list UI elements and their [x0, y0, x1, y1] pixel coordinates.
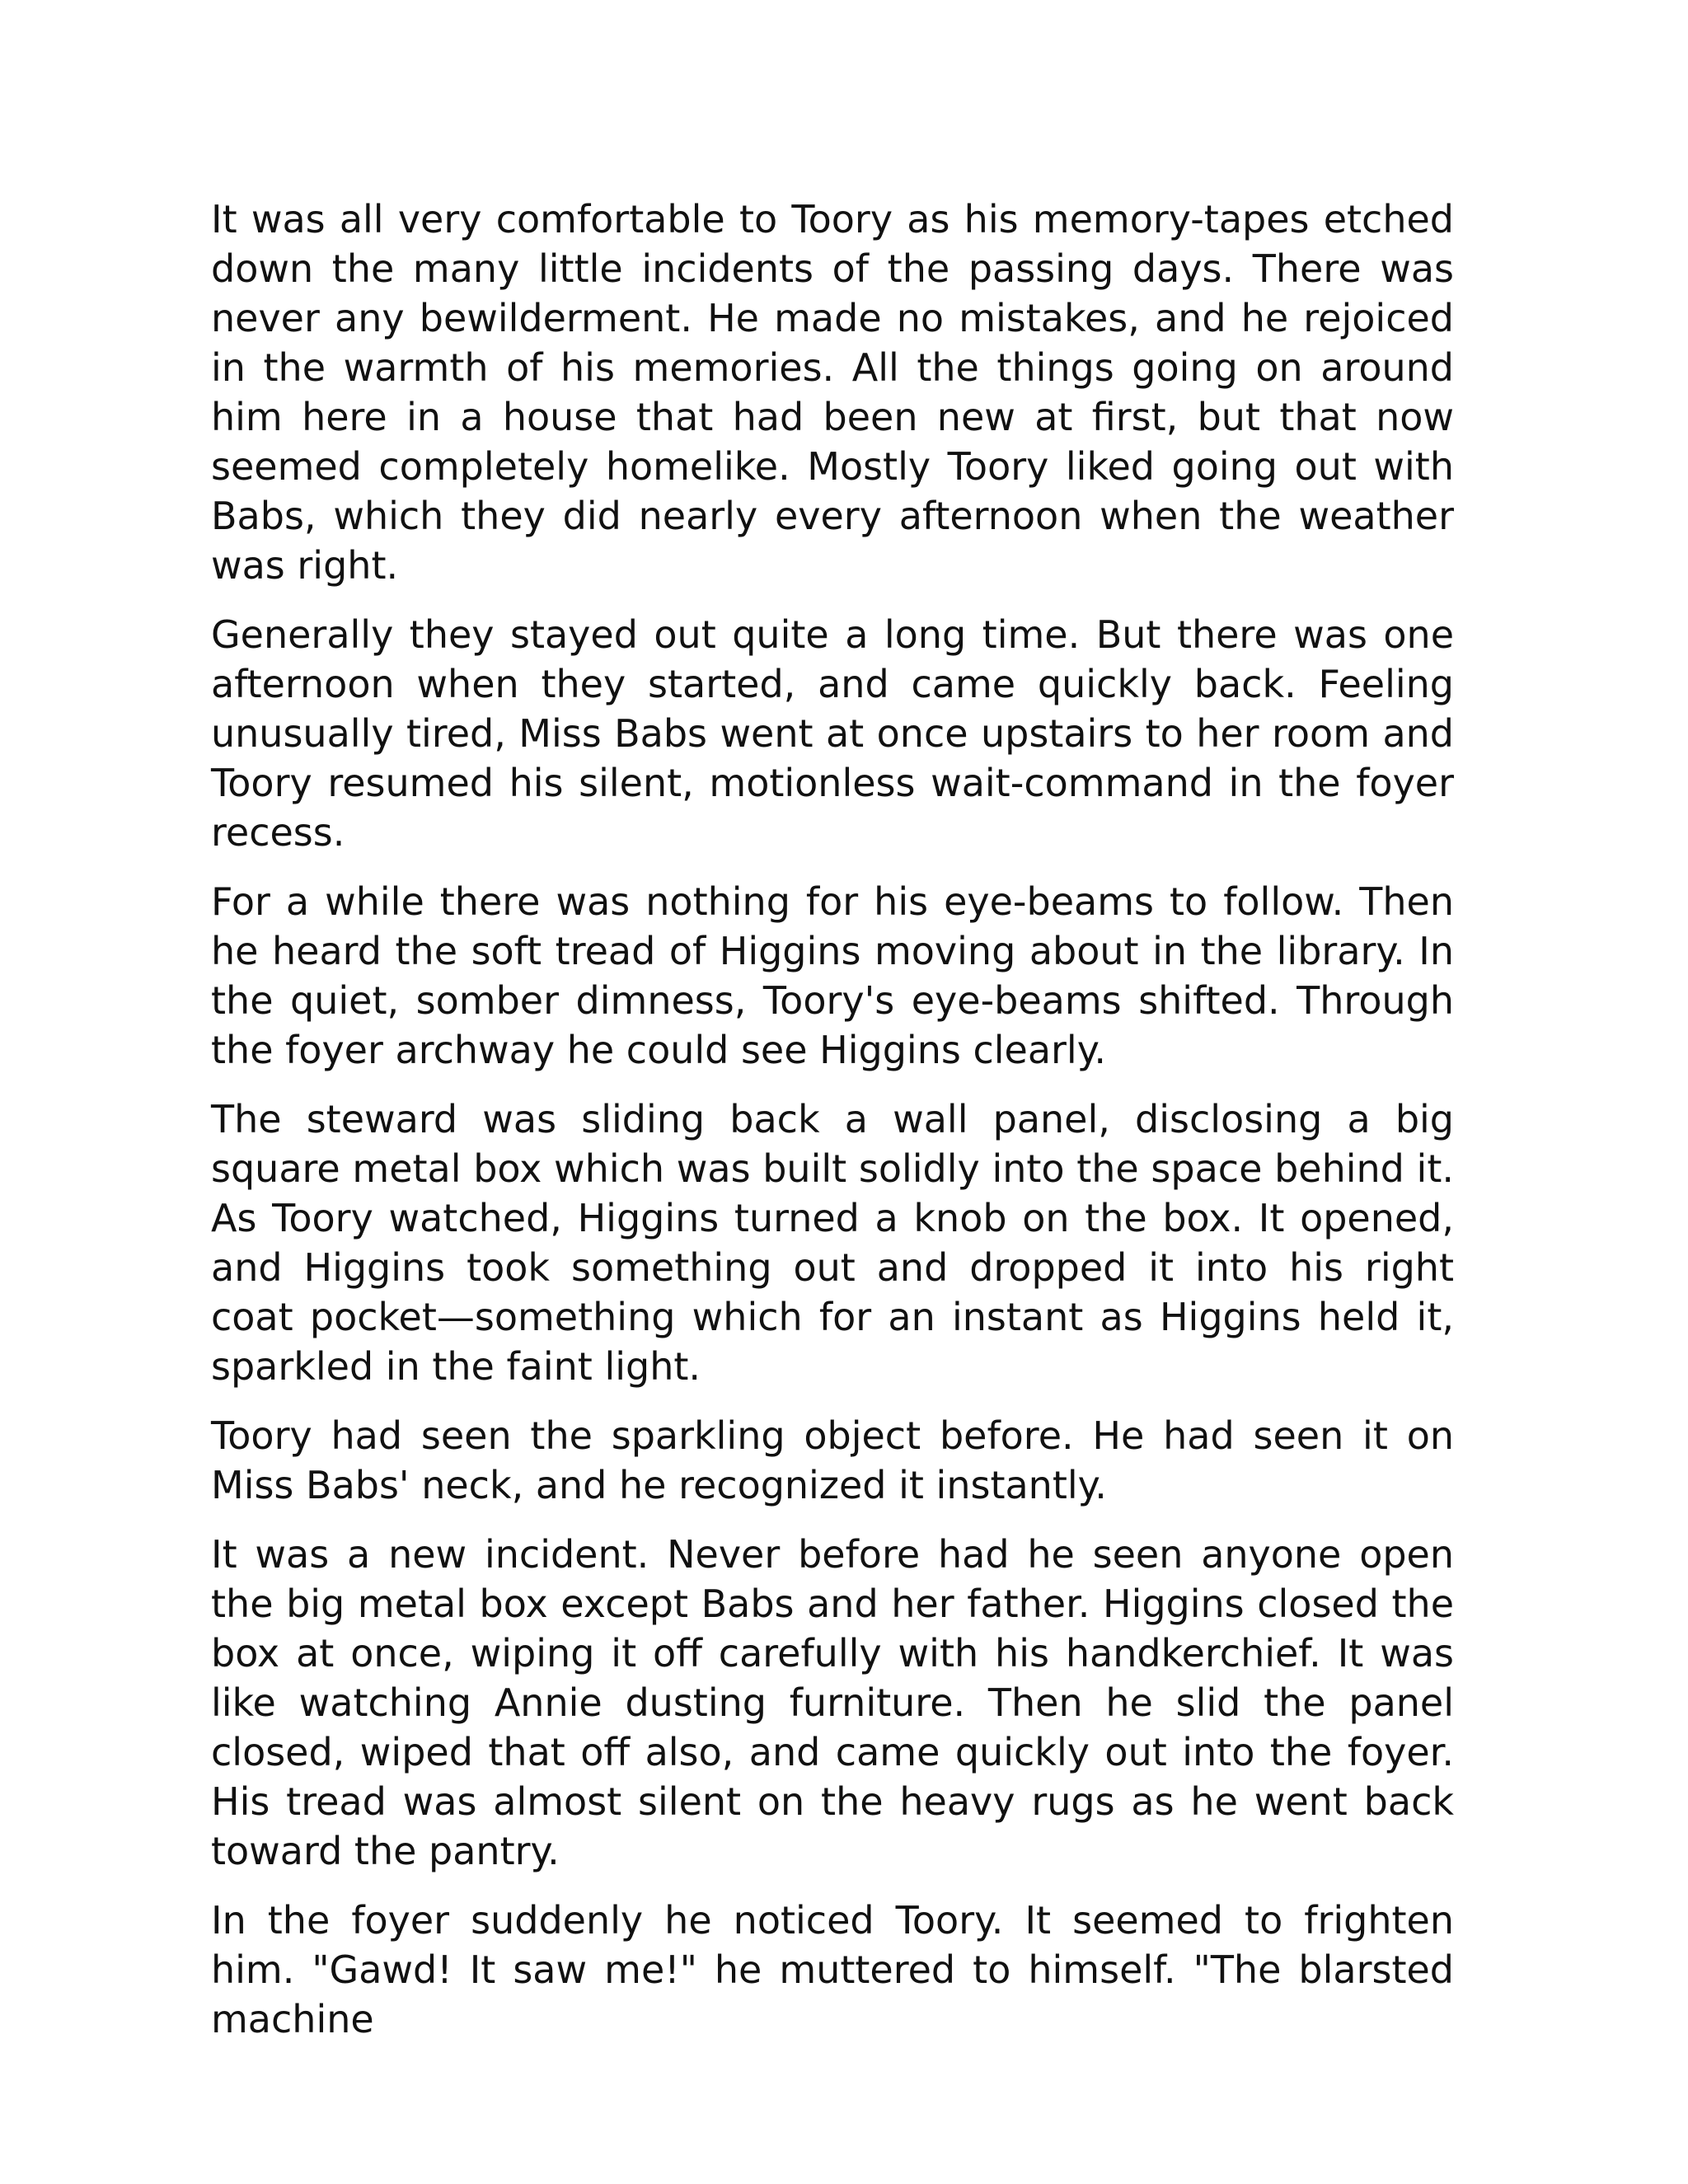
- paragraph-5: Toory had seen the sparkling object before. He had seen it on Miss Babs' neck, and he recognized it instantly.: [211, 1413, 1454, 1507]
- page-text: [211, 194, 1454, 2044]
- paragraph-4: The steward was sliding back a wall panel, disclosing a big square metal box which was built solidly into the space behind it. As Toory watched, Higgins turned a knob on the box. It opened, and Higgins took something out and dropped it into his right coat pocket—something which for an instant as Higgins held it, sparkled in the faint light.: [211, 1097, 1454, 1389]
- paragraph-7: In the foyer suddenly he noticed Toory. It seemed to frighten him. "Gawd! It saw me!" he muttered to himself. "The blarsted machine: [211, 1898, 1454, 2041]
- paragraph-1: It was all very comfortable to Toory as his memory-tapes etched down the many little incidents of the passing days. There was never any bewilderment. He made no mistakes, and he rejoiced in the warmth of his memories. All the things going on around him here in a house that had been new at first, but that now seemed completely homelike. Mostly Toory liked going out with Babs, which they did nearly every afternoon when the weather was right.: [211, 197, 1454, 588]
- paragraph-6: It was a new incident. Never before had he seen anyone open the big metal box except Babs and her father. Higgins closed the box at once, wiping it off carefully with his handkerchief. It was like watching Annie dusting furniture. Then he slid the panel closed, wiped that off also, and came quickly out into the foyer. His tread was almost silent on the heavy rugs as he went back toward the pantry.: [211, 1532, 1454, 1873]
- paragraph-3: For a while there was nothing for his eye-beams to follow. Then he heard the soft tread of Higgins moving about in the library. In the quiet, somber dimness, Toory's eye-beams shifted. Through the foyer archway he could see Higgins clearly.: [211, 879, 1454, 1072]
- paragraph-2: Generally they stayed out quite a long time. But there was one afternoon when they started, and came quickly back. Feeling unusually tired, Miss Babs went at once upstairs to her room and Toory resumed his silent, motionless wait-command in the foyer recess.: [211, 612, 1454, 855]
